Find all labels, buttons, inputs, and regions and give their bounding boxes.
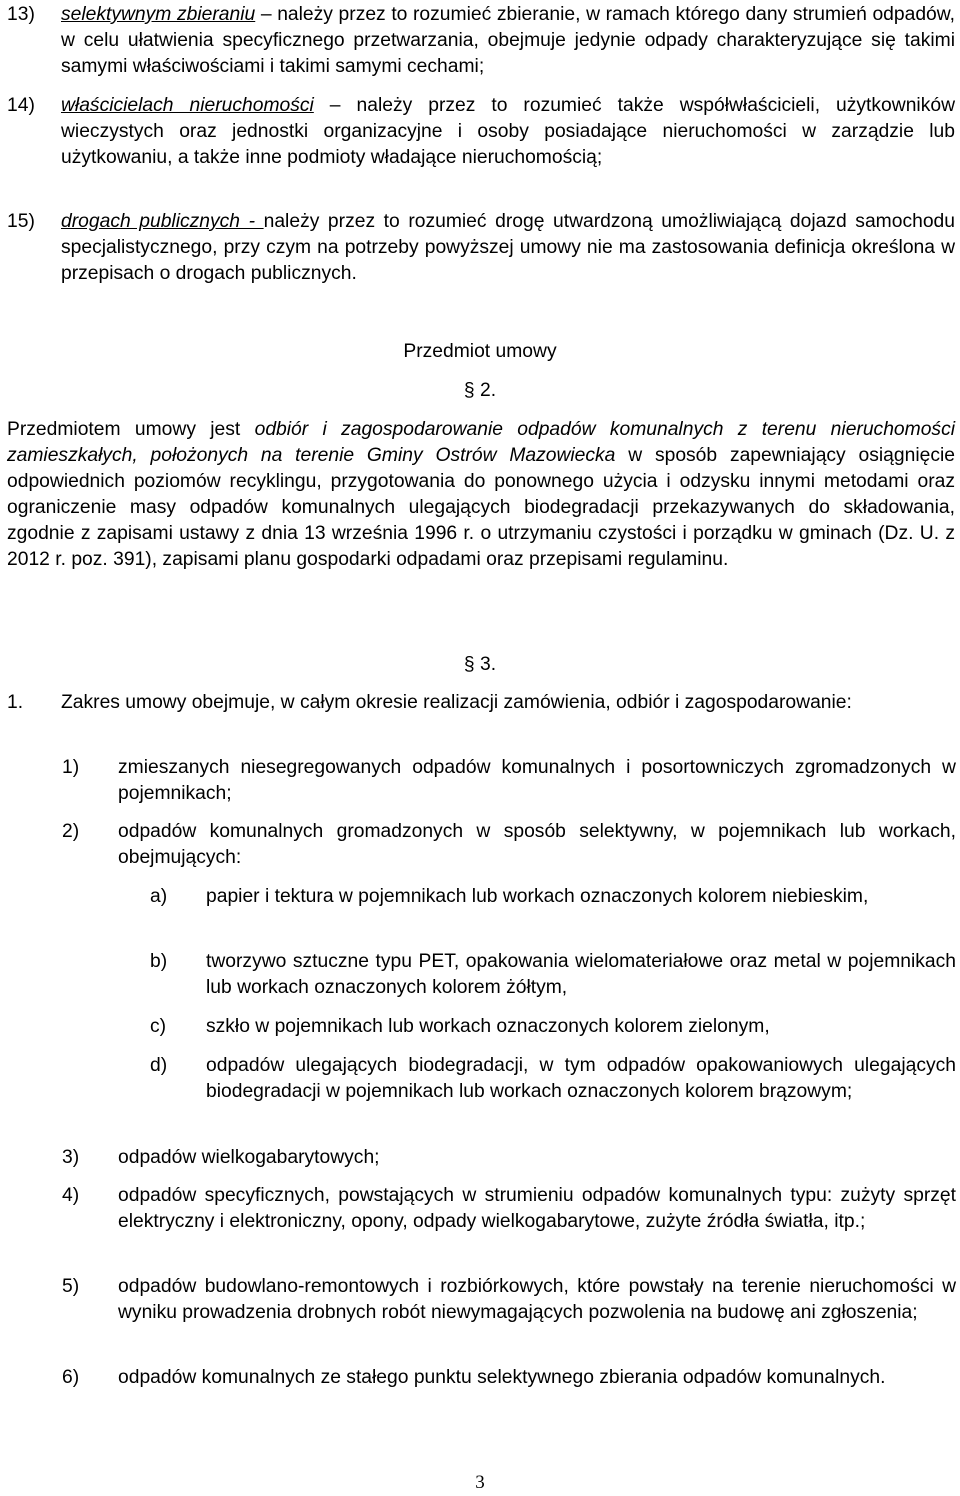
page-number: 3 [475, 1472, 485, 1493]
item-number: 6) [62, 1367, 80, 1388]
definition-text: należy przez to rozumieć drogę utwardzoną umożliwiającą dojazd samochodu specjalistycznego, przy czym na potrzeby powyższej umowy nie ma zastosowania definicja określona w przepisach o drogach publicznych. [61, 211, 955, 284]
list-item [62, 1274, 956, 1326]
definition-item [7, 209, 955, 287]
list-item [62, 1183, 956, 1235]
paragraph-text: w sposób zapewniający osiągnięcie odpowiednich poziomów recyklingu, przygotowania do ponownego użycia i odzysku innymi metodami oraz ograniczenie masy odpadów komunalnych ulegających biodegradacji przekazywanych do składowania, zgodnie z zapisami ustawy z dnia 13 września 1996 r. o utrzymaniu czystości i porządku w gminach (Dz. U. z 2012 r. poz. 391), zapisami planu gospodarki odpadami oraz przepisami regulaminu. [7, 445, 955, 570]
item-number: 5) [62, 1276, 80, 1297]
item-number: 2) [62, 821, 80, 842]
item-text: odpadów komunalnych ze stałego punktu selektywnego zbierania odpadów komunalnych. [118, 1367, 886, 1388]
item-text: odpadów komunalnych gromadzonych w sposób selektywny, w pojemnikach lub workach, obejmujących: [118, 821, 956, 868]
item-number: 3) [62, 1147, 80, 1168]
item-text: papier i tektura w pojemnikach lub workach oznaczonych kolorem niebieskim, [206, 886, 869, 907]
paragraph-text: Przedmiotem umowy jest [7, 419, 255, 440]
item-text: szkło w pojemnikach lub workach oznaczonych kolorem zielonym, [206, 1016, 770, 1037]
definition-item [7, 2, 955, 80]
definition-number: 15) [7, 211, 35, 232]
definition-number: 14) [7, 95, 35, 116]
sub-list-item [150, 1014, 956, 1040]
section-paragraph [7, 417, 955, 573]
definition-number: 13) [7, 4, 35, 25]
item-text: odpadów specyficznych, powstających w strumieniu odpadów komunalnych typu: zużyty sprzęt elektryczny i elektroniczny, opony, odpady wielkogabarytowe, zużyte źródła światła, itp.; [118, 1185, 956, 1232]
list-item [62, 1365, 956, 1391]
definition-text: – należy przez to rozumieć zbieranie, w ramach którego dany strumień odpadów, w celu ułatwienia specyficznego przetwarzania, obejmuje jedynie odpady charakteryzujące się takimi samymi właściwościami i takimi samymi cechami; [61, 4, 955, 77]
definition-item [7, 93, 955, 171]
item-text: tworzywo sztuczne typu PET, opakowania wielomateriałowe oraz metal w pojemnikach lub workach oznaczonych kolorem żółtym, [206, 951, 956, 998]
item-letter: d) [150, 1055, 168, 1076]
sub-list-item [150, 884, 956, 910]
section-mark: § 3. [463, 654, 497, 675]
sub-list-item [150, 1053, 956, 1105]
item-text: odpadów budowlano-remontowych i rozbiórkowych, które powstały na terenie nieruchomości w wyniku prowadzenia drobnych robót niewymagających pozwolenia na budowę ani zgłoszenia; [118, 1276, 956, 1323]
item-number: 4) [62, 1185, 80, 1206]
item-text: odpadów wielkogabarytowych; [118, 1147, 380, 1168]
definition-term: właścicielach nieruchomości [61, 95, 314, 116]
item-number: 1) [62, 757, 80, 778]
item-text: zmieszanych niesegregowanych odpadów komunalnych i posortowniczych zgromadzonych w pojemnikach; [118, 757, 956, 804]
section-title: Przedmiot umowy [403, 341, 557, 362]
main-list-item [7, 690, 955, 716]
item-text: odpadów ulegających biodegradacji, w tym odpadów opakowaniowych ulegających biodegradacji w pojemnikach lub workach oznaczonych kolorem brązowym; [206, 1055, 956, 1102]
item-letter: a) [150, 886, 168, 907]
paragraph-italic-text: odbiór i zagospodarowanie odpadów komunalnych z terenu nieruchomości zamieszkałych, położonych na terenie Gminy Ostrów Mazowiecka [7, 419, 955, 466]
list-item [62, 755, 956, 807]
item-text: Zakres umowy obejmuje, w całym okresie realizacji zamówienia, odbiór i zagospodarowanie: [61, 692, 852, 713]
item-letter: c) [150, 1016, 167, 1037]
section-mark: § 2. [463, 380, 497, 401]
definition-term: drogach publicznych - [61, 211, 264, 232]
item-number: 1. [7, 692, 24, 713]
definition-text: – należy przez to rozumieć także współwłaścicieli, użytkowników wieczystych oraz jednostki organizacyjne i osoby posiadające nieruchomości w zarządzie lub użytkowaniu, a także inne podmioty władające nieruchomością; [61, 95, 955, 168]
list-item [62, 1145, 956, 1171]
item-letter: b) [150, 951, 168, 972]
definition-term: selektywnym zbieraniu [61, 4, 256, 25]
sub-list-item [150, 949, 956, 1001]
list-item [62, 819, 956, 871]
